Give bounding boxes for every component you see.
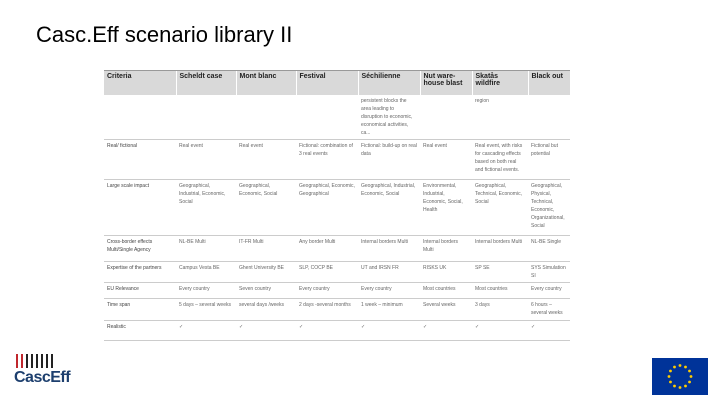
table-cell: Real event [176,140,236,180]
header-criteria: Criteria [104,71,176,95]
eu-star-icon [669,370,672,373]
table-cell: Internal borders Multi [358,236,420,262]
eu-star-icon [688,381,691,384]
table-cell: Geographical, Industrial, Economic, Social [176,180,236,236]
table-row [104,140,570,180]
table-cell: Internal borders Multi [420,236,472,262]
table-cell: Most countries [420,283,472,299]
table-cell [236,95,296,140]
table-row [104,299,570,321]
table-cell: Geographical, Industrial, Economic, Social [358,180,420,236]
slide-title: Casc.Eff scenario library II [36,22,293,47]
table-cell: 1 week – minimum [358,299,420,321]
table-header-row [104,71,570,95]
table-cell: UT and IRSN FR [358,262,420,283]
eu-star-icon [690,375,693,378]
logo-bars-icon [16,354,84,368]
table-cell: Real event [236,140,296,180]
table-cell: SLP, COCP BE [296,262,358,283]
criteria-cell [104,95,176,140]
eu-star-icon [669,381,672,384]
table-cell: 2 days -several months [296,299,358,321]
table-cell: Most countries [472,283,528,299]
eu-star-icon [684,385,687,388]
eu-star-icon [679,386,682,389]
table-row [104,180,570,236]
table-cell: ✓ [176,321,236,341]
table-row [104,262,570,283]
header-festival: Festival [296,71,358,95]
table-cell: NL-BE Multi [176,236,236,262]
criteria-cell: EU Relevance [104,283,176,299]
table-cell: Every country [296,283,358,299]
eu-star-icon [673,385,676,388]
table-cell: ✓ [472,321,528,341]
criteria-cell: Cross-border effects Multi/Single Agency [104,236,176,262]
eu-star-icon [684,366,687,369]
table-cell: ✓ [296,321,358,341]
eu-star-icon [673,366,676,369]
table-cell: Fictional but potential [528,140,570,180]
header-mont-blanc: Mont blanc [236,71,296,95]
eu-star-icon [668,375,671,378]
header-sechilienne: Séchilienne [358,71,420,95]
table-cell: Any border Multi [296,236,358,262]
table-cell: ✓ [358,321,420,341]
header-black-out: Black out [528,71,570,95]
table-cell: SYS Simulation SI [528,262,570,283]
table-cell: Every country [528,283,570,299]
header-skatas-wildfire: Skatås wildfire [472,71,528,95]
scenario-table-container [104,70,570,371]
criteria-cell: Real/ fictional [104,140,176,180]
table-cell: region [472,95,528,140]
table-cell: Fictional: combination of 3 real events [296,140,358,180]
table-cell: Internal borders Multi [472,236,528,262]
eu-flag-icon [652,358,708,395]
table-cell: Environmental, Industrial, Economic, Social, Health [420,180,472,236]
scenario-table [104,71,571,341]
header-scheldt-case: Scheldt case [176,71,236,95]
table-cell: Ghent University BE [236,262,296,283]
table-cell: persistent blocks the area leading to disruption to economic, economical activities, ca... [358,95,420,140]
table-cell: Every country [358,283,420,299]
table-cell: Geographical, Economic, Geographical [296,180,358,236]
table-cell: Geographical, Technical, Economic, Social [472,180,528,236]
table-cell: Geographical, Economic, Social [236,180,296,236]
table-cell: 6 hours – several weeks [528,299,570,321]
header-nut-warehouse-blast: Nut ware-house blast [420,71,472,95]
eu-star-icon [679,364,682,367]
table-cell: RISKS UK [420,262,472,283]
criteria-cell: Time span [104,299,176,321]
table-cell: ✓ [236,321,296,341]
table-body [104,95,570,341]
table-cell: 3 days [472,299,528,321]
table-cell: ✓ [420,321,472,341]
table-row [104,321,570,341]
table-cell: Real event, with risks for cascading effects based on both real and fictional events. [472,140,528,180]
cascefff-logo [14,354,84,394]
table-cell: several days /weeks [236,299,296,321]
criteria-cell: Expertise of the partners [104,262,176,283]
table-cell: Geographical, Physical, Technical, Economic, Organizational, Social [528,180,570,236]
table-cell: IT-FR Multi [236,236,296,262]
table-cell: NL-BE Single [528,236,570,262]
table-cell: 5 days – several weeks [176,299,236,321]
table-row [104,95,570,140]
table-cell: SP SE [472,262,528,283]
table-cell: Several weeks [420,299,472,321]
table-cell: Fictional: build-up on real data [358,140,420,180]
table-cell [296,95,358,140]
table-cell: ✓ [528,321,570,341]
table-cell: Every country [176,283,236,299]
table-cell: Seven country [236,283,296,299]
table-row [104,283,570,299]
table-cell: Real event [420,140,472,180]
table-row [104,236,570,262]
table-cell [176,95,236,140]
criteria-cell: Large scale impact [104,180,176,236]
table-cell [528,95,570,140]
table-cell [420,95,472,140]
logo-text: CascEff [14,369,71,386]
eu-star-icon [688,370,691,373]
table-cell: Campus Vesta BE [176,262,236,283]
eu-stars-icon [652,358,708,395]
criteria-cell: Realistic [104,321,176,341]
